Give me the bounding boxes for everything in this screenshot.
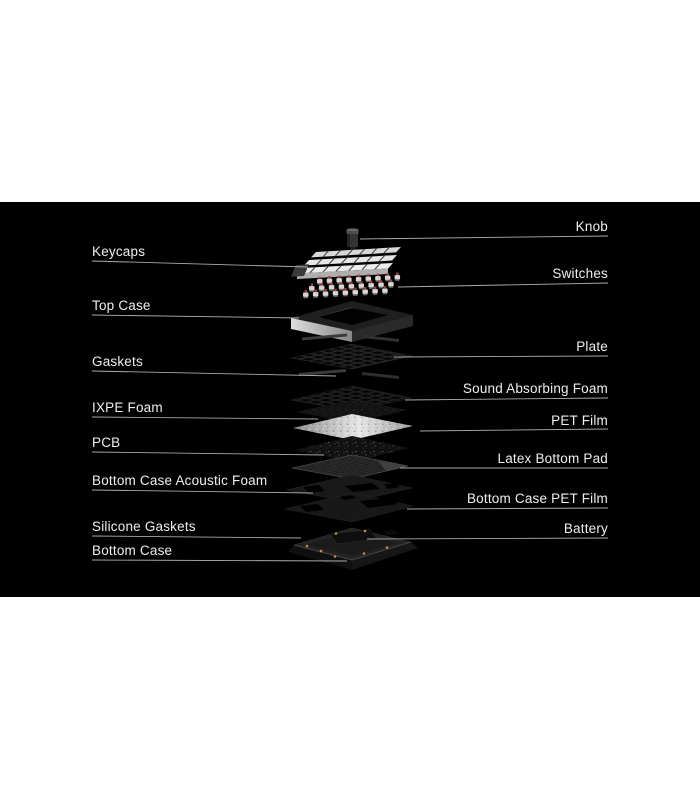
bottom-case-pet-film-leader-line xyxy=(407,508,608,509)
label-latex-bottom-pad: Latex Bottom Pad xyxy=(497,451,608,466)
keycaps-illustration xyxy=(291,247,401,279)
label-bottom-case-acoustic-foam: Bottom Case Acoustic Foam xyxy=(92,473,268,488)
plate-leader-line xyxy=(394,356,608,357)
bottom-case-pet-film-illustration xyxy=(285,493,413,522)
label-keycaps: Keycaps xyxy=(92,244,146,259)
switches-leader-line xyxy=(398,283,608,287)
bottom-case-leader-line xyxy=(92,560,347,561)
label-sound-absorbing-foam: Sound Absorbing Foam xyxy=(462,381,608,396)
pet-film-leader-line xyxy=(420,429,608,431)
sound-absorbing-foam-leader-line xyxy=(405,398,608,400)
pcb-leader-line xyxy=(92,452,324,455)
lower-gaskets-illustration xyxy=(299,369,399,379)
label-ixpe-foam: IXPE Foam xyxy=(92,400,163,415)
label-pet-film: PET Film xyxy=(551,413,608,428)
top-case-leader-line xyxy=(92,315,299,318)
bottom-case-illustration xyxy=(288,528,418,570)
ixpe-foam-leader-line xyxy=(92,417,318,419)
battery-leader-line xyxy=(367,538,608,539)
label-knob: Knob xyxy=(575,219,608,234)
top-case-illustration xyxy=(291,301,413,342)
label-bottom-case: Bottom Case xyxy=(92,543,173,558)
keycaps-leader-line xyxy=(92,261,308,267)
knob-illustration xyxy=(347,228,359,251)
label-switches: Switches xyxy=(552,266,608,281)
pet-film-illustration xyxy=(293,414,413,440)
label-silicone-gaskets: Silicone Gaskets xyxy=(92,519,196,534)
label-top-case: Top Case xyxy=(92,298,151,313)
plate-illustration xyxy=(291,344,412,369)
knob-leader-line xyxy=(360,236,608,239)
silicone-gaskets-leader-line xyxy=(92,536,301,538)
label-plate: Plate xyxy=(576,339,608,354)
bottom-case-acoustic-foam-leader-line xyxy=(92,490,313,493)
label-bottom-case-pet-film: Bottom Case PET Film xyxy=(466,491,608,506)
label-battery: Battery xyxy=(563,521,608,536)
label-gaskets: Gaskets xyxy=(92,354,143,369)
label-pcb: PCB xyxy=(92,435,121,450)
